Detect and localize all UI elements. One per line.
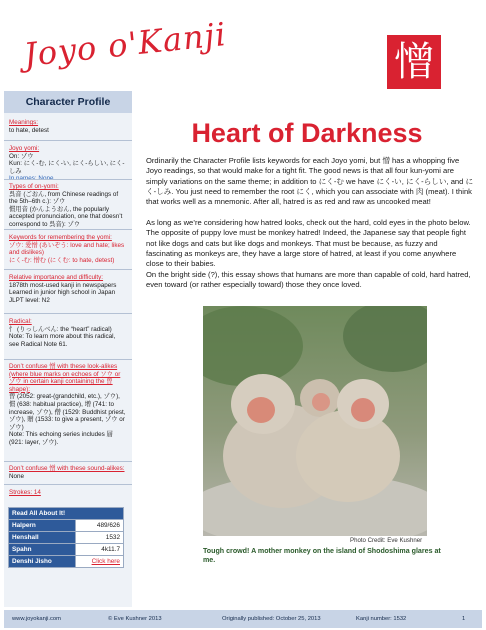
divider bbox=[4, 461, 132, 462]
logo bbox=[22, 14, 229, 82]
keywords-line-2: にく-む: 憎む (にくむ: to hate, detest) bbox=[9, 256, 115, 264]
lookalikes-label: Don’t confuse 憎 with these look-alikes (where blue marks on echoes of ソウ or ゾウ in certain kanji containing the 曽 shape): bbox=[9, 363, 121, 393]
reference-name: Henshall bbox=[9, 532, 76, 544]
strokes-label: Strokes: 14 bbox=[9, 489, 41, 496]
photo-caption: Tough crowd! A mother monkey on the island of Shodoshima glares at me. bbox=[203, 547, 441, 564]
keywords-section bbox=[9, 234, 127, 264]
divider bbox=[4, 140, 132, 141]
divider bbox=[4, 484, 132, 485]
types-line-2: 慣用音 (かんようおん, the popularly accepted pronunciation, one that doesn’t correspond to 呉音): ゾウ bbox=[9, 205, 123, 228]
soundalikes-label: Don’t confuse 憎 with these sound-alikes: bbox=[9, 465, 125, 472]
types-line-1: 呉音 (ごおん, from Chinese readings of the 5th–6th c.): ゾウ bbox=[9, 190, 119, 206]
footer-kanji-number: Kanji number: 1532 bbox=[356, 616, 407, 622]
denshi-jisho-link[interactable]: Click here bbox=[76, 556, 124, 568]
meanings-label: Meanings: bbox=[9, 119, 39, 126]
meanings-value: to hate, detest bbox=[9, 126, 49, 134]
lookalikes-note: Note: This echoing series includes 層 (921: layer, ゾウ). bbox=[9, 431, 113, 446]
footer-published: Originally published: October 25, 2013 bbox=[222, 616, 321, 622]
references-header: Read All About It! bbox=[9, 508, 124, 520]
relative-line-1: 1878th most-used kanji in newspapers bbox=[9, 281, 117, 289]
meanings-section bbox=[9, 119, 127, 134]
lookalikes-body: 曽 (2052: great-(grandchild, etc.), ゾウ), 慣 (638: habitual practice), 増 (741: to increase, ゾウ), 僧 (1529: Buddhist priest, ゾウ), 贈 (1533: to give a present, ゾウ or ゾウ) bbox=[9, 393, 126, 431]
joyo-kun: Kun: にく-む, にく-い, にく-らしい, にく-しみ bbox=[9, 160, 125, 175]
reference-name: Halpern bbox=[9, 520, 76, 532]
soundalikes-value: None bbox=[9, 472, 25, 480]
joyo-yomi-label: Joyo yomi: bbox=[9, 145, 40, 152]
sidebar-title: Character Profile bbox=[4, 91, 132, 113]
reference-name: Spahn bbox=[9, 544, 76, 556]
table-row bbox=[9, 520, 124, 532]
kanji-badge: 憎 bbox=[387, 35, 441, 89]
joyo-on: On: ゾウ bbox=[9, 152, 34, 160]
soundalikes-section bbox=[9, 465, 127, 480]
article-paragraph-1: Ordinarily the Character Profile lists keywords for each Joyo yomi, but 憎 has a whopping five Joyo readings, so that would make for a tight fit. The good news is that all four kun-yomi are simply variations on the same theme; in addition to にく-む we have にく-い, にく-らしい, and にく-しみ. You just need to remember the root にく, which you can associate with 肉 (meat). I think that works well as a mnemonic. After all, hatred is as red and raw as uncooked meat! bbox=[146, 156, 474, 207]
article-paragraph-3: On the bright side (?), this essay shows that humans are more than capable of cold, hard hatred, even toward (or rather especially toward) those they once loved. bbox=[146, 270, 471, 290]
radical-line-1: 忄 (りっしんべん: the “heart” radical) bbox=[9, 325, 112, 333]
table-row bbox=[9, 532, 124, 544]
table-row bbox=[9, 544, 124, 556]
keywords-line-1: ゾウ: 愛憎 (あいぞう: love and hate; likes and dislikes) bbox=[9, 241, 125, 257]
page-footer bbox=[4, 610, 482, 628]
reference-name: Denshi Jisho bbox=[9, 556, 76, 568]
types-section bbox=[9, 183, 127, 229]
lookalikes-section bbox=[9, 363, 127, 447]
article-paragraph-2: As long as we’re considering how hatred looks, check out the hard, cold eyes in the photo below. The opposite of puppy love must be monkey hatred! Indeed, the Japanese say that people fight not like dogs and cats but like dogs and monkeys. That must be because, as fuzzy and fascinating as monkeys are, they have a large store of hatred, at least if you come anywhere close to their babies. bbox=[146, 218, 471, 269]
types-label: Types of on-yomi: bbox=[9, 183, 59, 190]
relative-label: Relative importance and difficulty: bbox=[9, 274, 104, 281]
footer-site[interactable]: www.joyokanji.com bbox=[12, 616, 61, 622]
footer-copyright: © Eve Kushner 2013 bbox=[108, 616, 162, 622]
joyo-yomi-section bbox=[9, 145, 127, 183]
reference-value: 4k11.7 bbox=[76, 544, 124, 556]
radical-section bbox=[9, 318, 127, 348]
divider bbox=[4, 313, 132, 314]
references-table bbox=[8, 507, 124, 568]
relative-line-3: JLPT level: N2 bbox=[9, 296, 50, 304]
joyo-names: In names: None bbox=[9, 175, 54, 183]
article-title: Heart of Darkness bbox=[191, 118, 423, 148]
radical-label: Radical: bbox=[9, 318, 32, 325]
monkey-photo-image bbox=[203, 306, 427, 536]
divider bbox=[4, 179, 132, 180]
relative-importance-section bbox=[9, 274, 127, 304]
reference-value: 1532 bbox=[76, 532, 124, 544]
divider bbox=[4, 269, 132, 270]
strokes bbox=[9, 489, 127, 497]
divider bbox=[4, 229, 132, 230]
keywords-label: Keywords for remembering the yomi: bbox=[9, 234, 112, 241]
divider bbox=[4, 359, 132, 360]
radical-note-link[interactable]: Note: To learn more about this radical, see Radical Note 61. bbox=[9, 333, 116, 348]
logo-text: Joyo o'Kanji bbox=[22, 14, 229, 74]
relative-line-2: Learned in junior high school in Japan bbox=[9, 289, 116, 297]
photo-credit: Photo Credit: Eve Kushner bbox=[350, 537, 423, 544]
footer-page-number: 1 bbox=[462, 616, 466, 622]
monkey-photo bbox=[203, 306, 427, 536]
table-row bbox=[9, 556, 124, 568]
reference-value: 489/626 bbox=[76, 520, 124, 532]
